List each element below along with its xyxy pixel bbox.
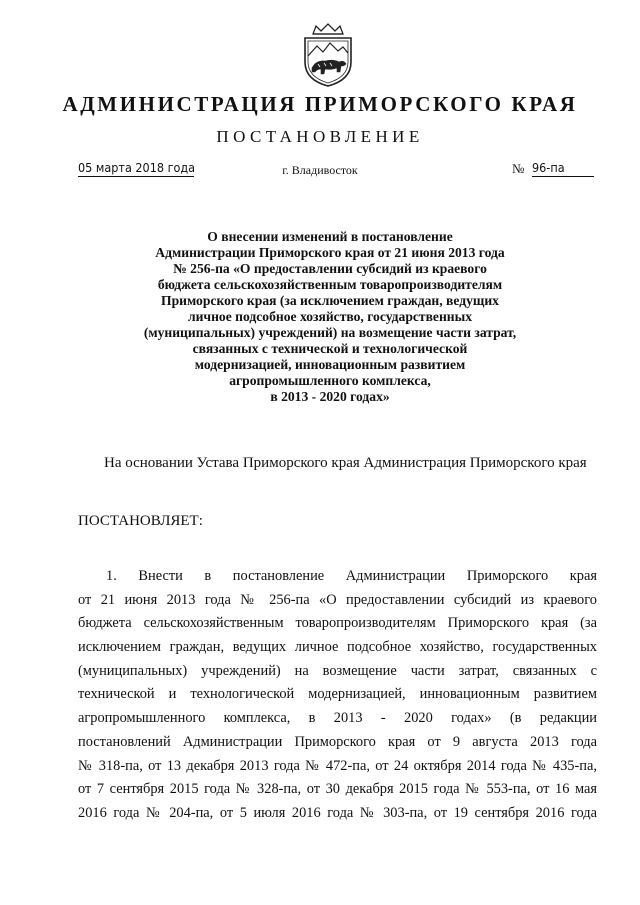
legal-basis-text: На основании Устава Приморского края Администрация Приморского края xyxy=(104,455,587,471)
paragraph-1 xyxy=(78,565,597,826)
body-line: исключением граждан, ведущих личное подсобное хозяйство, государственных xyxy=(78,639,597,656)
document-number-label: № xyxy=(512,161,525,176)
document-date: 05 марта 2018 года xyxy=(78,160,196,175)
decree-word: ПОСТАНОВЛЯЕТ: xyxy=(78,513,203,529)
heading-line: связанных с технической и технологической xyxy=(192,341,468,356)
document-heading xyxy=(90,229,570,405)
heading-line: № 256-па «О предоставлении субсидий из краевого xyxy=(173,261,487,276)
heading-line: модернизацией, инновационным развитием xyxy=(194,357,466,372)
body-line: от 21 июня 2013 года № 256-па «О предоставлении субсидий из краевого xyxy=(78,591,597,608)
body-line: постановлений Администрации Приморского края от 9 августа 2013 года xyxy=(78,733,597,750)
document-number: 96-па xyxy=(532,160,594,177)
heading-line: личное подсобное хозяйство, государственных xyxy=(187,309,473,324)
body-line: 2016 года № 204-па, от 5 июля 2016 года № 303-па, от 19 сентября 2016 года xyxy=(78,804,597,821)
body-line: № 318-па, от 13 декабря 2013 года № 472-па, от 24 октября 2014 года № 435-па, xyxy=(78,757,597,774)
body-line: (муниципальных) учреждений) на возмещение части затрат, связанных с xyxy=(78,662,597,679)
heading-line: О внесении изменений в постановление xyxy=(207,229,453,244)
body-line: агропромышленного комплекса, в 2013 - 2020 годах» (в редакции xyxy=(78,710,597,727)
body-line: 1. Внести в постановление Администрации Приморского края xyxy=(106,568,597,584)
heading-line: в 2013 - 2020 годах» xyxy=(270,389,390,404)
body-line: технической и технологической модернизацией, инновационным развитием xyxy=(78,686,597,703)
document-type: ПОСТАНОВЛЕНИЕ xyxy=(216,127,424,146)
body-line: бюджета сельскохозяйственным товаропроизводителям Приморского края (за xyxy=(78,615,597,632)
heading-line: (муниципальных) учреждений) на возмещение части затрат, xyxy=(143,325,517,340)
heading-line: Приморского края (за исключением граждан, ведущих xyxy=(161,293,499,308)
heading-line: бюджета сельскохозяйственным товаропроизводителям xyxy=(157,277,503,292)
document-city: г. Владивосток xyxy=(282,163,358,177)
primorsky-krai-coat-of-arms-icon xyxy=(299,22,357,88)
heading-line: Администрации Приморского края от 21 июня 2013 года xyxy=(155,245,505,260)
body-line: от 7 сентября 2015 года № 328-па, от 30 декабря 2015 года № 553-па, от 16 мая xyxy=(78,781,597,798)
heading-line: агропромышленного комплекса, xyxy=(229,373,431,388)
organization-title: АДМИНИСТРАЦИЯ ПРИМОРСКОГО КРАЯ xyxy=(62,92,578,116)
